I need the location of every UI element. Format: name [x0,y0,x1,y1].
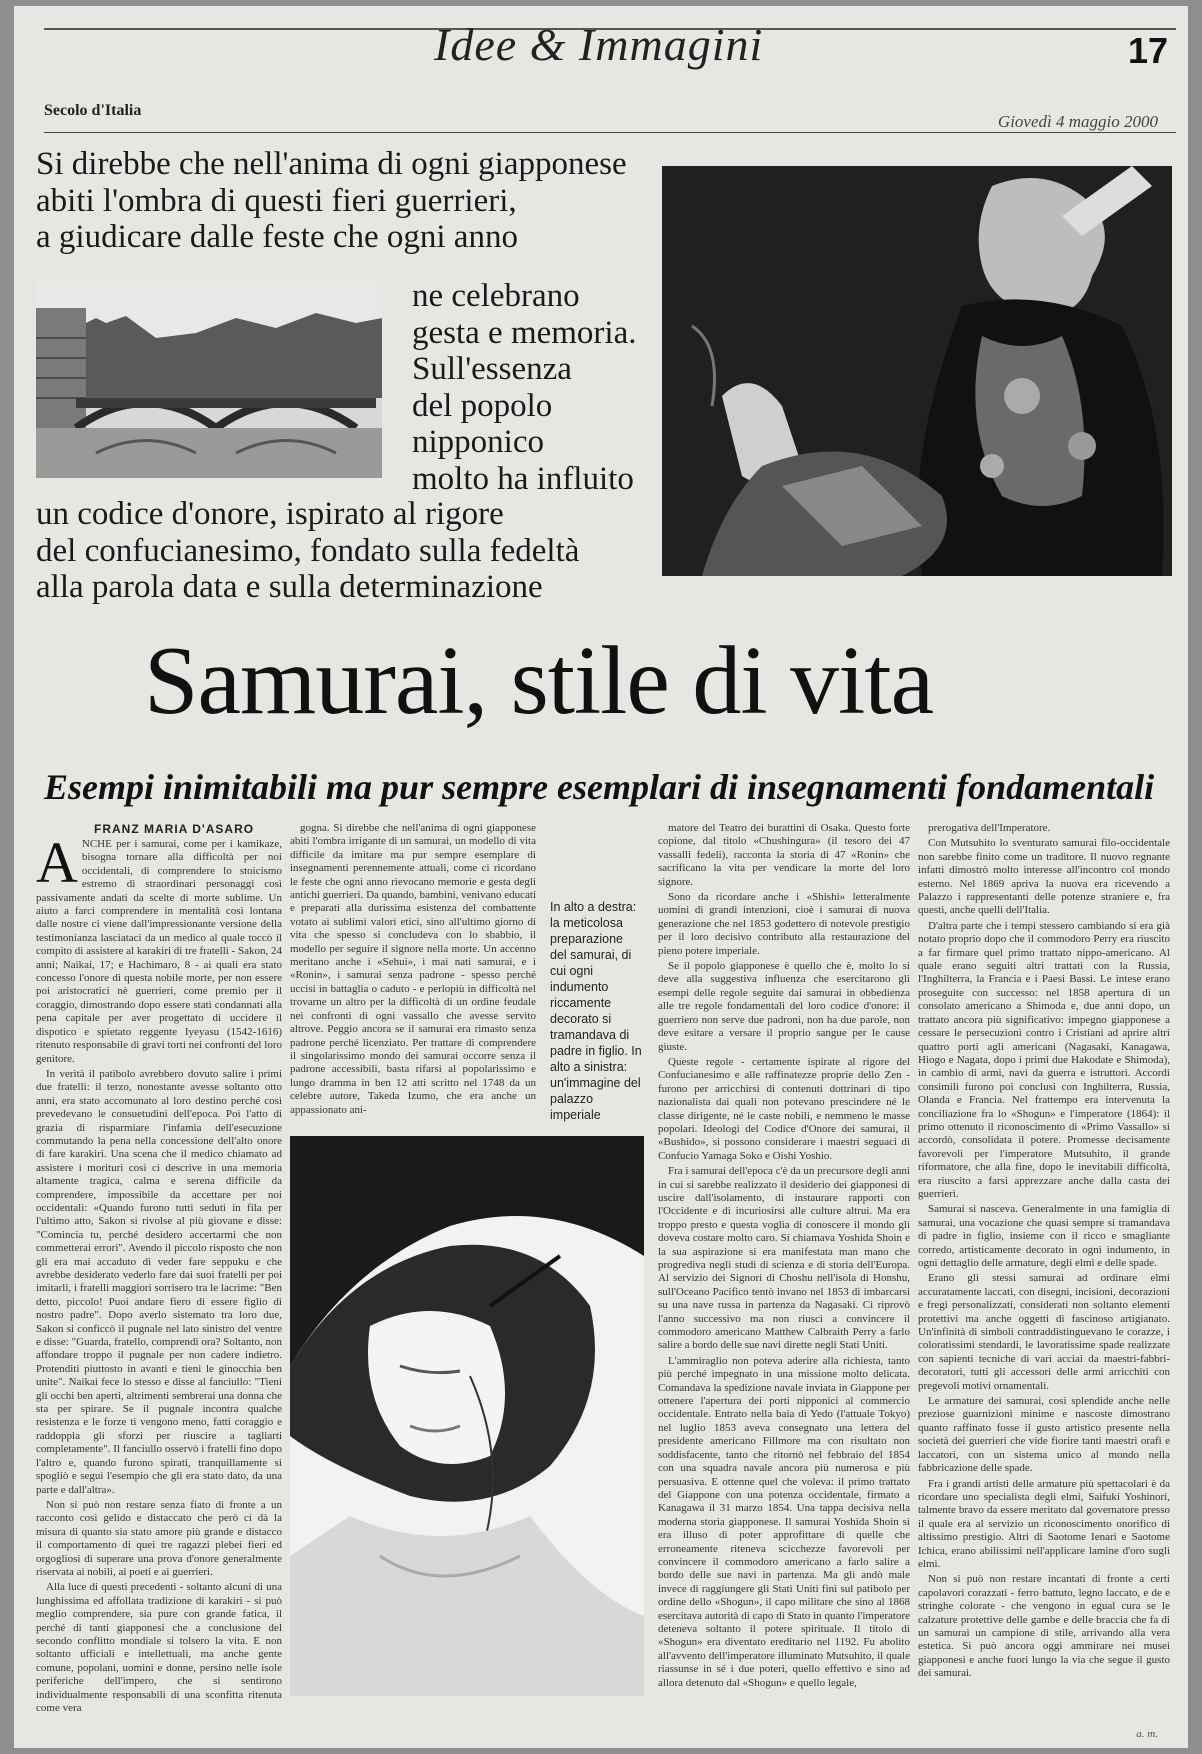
paragraph: prerogativa dell'Imperatore. [928,822,1051,834]
paragraph: Alla luce di questi precedenti - soltanto alcuni di una lunghissima ed affollata tradizione di karakiri - si può meglio comprendere, sia pure con grande fatica, il perché di tanti giapponesi che a conclusione del secondo conflitto mondiale si tolsero la vita. E non soltanto ufficiali e intellettuali, ma anche gente comune, popolani, uomini e donne, persino nelle isole periferiche dell'impero, che si sentirono individualmente responsabili di una sconfitta ritenuta come vera [36,1581,282,1714]
issue-date: Giovedì 4 maggio 2000 [997,112,1158,131]
paragraph: Non si può non restare senza fiato di fronte a un racconto così gelido e distaccato che però ci dà la misura di quanto sia stato amore più grande e distacco il comportamento di quei tre ragazzi plebei fieri ed orgogliosi di superare una prova d'onore generalmente riservata ai nobili, ai poeti e ai guerrieri. [36,1498,282,1578]
paragraph: matore del Teatro dei burattini di Osaka. Questo forte copione, dal titolo «Chushingura» (il tesoro dei 47 vassalli fedeli), racconta la storia di 47 «Ronin» che sacrificano la vita per vendicare la morte del loro signore. [658,822,910,888]
geisha-photo [290,1136,644,1696]
lead-line: abiti l'ombra di questi fieri guerrieri, [36,182,517,219]
lead-line: nipponico [412,424,544,460]
article-column-3 [658,822,910,1740]
article-column-2 [290,822,536,1116]
headline: Samurai, stile di vita [144,627,934,735]
paragraph: D'altra parte che i tempi stessero cambiando si era già notato proprio dopo che il commodoro Perry era riuscito a far firmare quel primo trattato nippo-americano. Al quale erano seguiti altri trattati con la Russia, l'Inghilterra, la Francia e i Paesi Bassi. Le intese erano proseguite con successo: nel 1858 apertura di un consolato americano a Shimoda e, due anni dopo, un trattato ancora più significativo: impegno giapponese a cessare le persecuzioni contro i Cristiani ad aprire altri quattro porti agli americani (Nagasaki, Kanagawa, Hiogo e Nagata, dopo i primi due Hakodate e Shimoda), in cambio di armi, navi da guerra e istruttori. Accordi consimili furono poi conclusi con Inghilterra, Russia, Olanda e Francia. Nel frattempo era intervenuta la conciliazione fra lo «Shogun» e l'imperatore (1864): il primo ottenuto il riconoscimento di «Primo Vassallo» si accordò, consolidata il potere. Promesse decisamente favorevoli per l'imperatore Mutsuhito, il grande riformatore, che alla fine, dopo le inevitabili difficoltà, era riuscito a farsi apprezzare anche dalla casta dei guerrieri. [918,919,1170,1200]
page-number: 17 [1127,30,1168,71]
lead-line: Sull'essenza [412,351,572,387]
imperial-palace-photo [36,278,382,478]
lead-line: ne celebrano [412,278,580,314]
paragraph: Non si può non restare incantati di fronte a certi capolavori corazzati - ferro battuto, legno laccato, e de e stringhe colorate - che vengono in egual cura se le calzature protettive delle gambe e delle braccia che fa di un samurai un campione di stile, arrivando alla vera estetica. Si può ancora oggi ammirare nei musei giapponesi e anche fuori lungo la via che segue il gusto dei samurai. [918,1573,1170,1680]
paragraph: Fra i samurai dell'epoca c'è da un precursore degli anni in cui si sarebbe realizzato il desiderio dei giapponesi di uscire dall'isolamento, di instaurare rapporti con l'Occidente e di incuriosirsi alle culture altrui. Ma era troppo presto e questa voglia di conoscere il mondo gli doveva costare molto caro. Si chiamava Yoshida Shoin e la sua aspirazione si era manifestata man mano che progrediva negli studi di scienza e di storia dell'Europa. Al servizio dei Signori di Choshu nell'isola di Honshu, sull'Oceano Pacifico tentò invano nel 1853 di imbarcarsi su una nave russa in partenza da Nagasaki. Ci riprovò l'anno successivo ma non riuscì a convincere il commodoro americano Matthew Calbraith Perry a farlo salire a bordo delle sue navi dirette negli Stati Uniti. [658,1165,910,1352]
lead-line: Si direbbe che nell'anima di ogni giapponese [36,146,627,182]
drop-cap: A [36,830,78,895]
article-column-4 [918,822,1170,1722]
article-column-1 [36,830,282,1740]
lead-line: molto ha influito [412,460,634,497]
paragraph: Con Mutsuhito lo sventurato samurai filo-occidentale non sarebbe finito come un traditore. Il nuovo regnante infatti dimostrò molto interesse all'incontro col mondo esterno. Nel 1869 apriva la nuova era ricevendo a Palazzo i rappresentanti delle potenze straniere e, fra questi, anche quelli dell'Italia. [918,837,1170,917]
paragraph: Sono da ricordare anche i «Shishi» letteralmente uomini di grandi intenzioni, cioè i samurai di nuova generazione che nel 1853 godettero di notevole prestigio per il loro decisivo contributo alla restaurazione del pieno potere imperiale. [658,891,910,957]
lead-top [36,146,636,256]
paragraph: L'ammiraglio non poteva aderire alla richiesta, tanto più perché impegnato in una missione molto delicata. Comandava la spedizione navale inviata in Giappone per ottenere l'apertura dei porti nipponici al commercio occidentale. Entrato nella baia di Yedo (l'attuale Tokyo) nel luglio 1853 aveva consegnato una lettera del presidente americano Fillmore ma con risultato non soddisfacente, tanto che ritornò nel febbraio del 1854 con una squadra navale ancora più numerosa e più persuasiva. E ottenne quel che voleva: il primo trattato del Giappone con una potenza occidentale, firmato a Kanagawa il 31 marzo 1854. Una tappa decisiva nella moderna storia giapponese. Il samurai Yoshida Shoin si era illuso di poter approfittare di quelle che erroneamente riteneva scicchezze favorevoli per convincere il commodoro americano a farlo salire a bordo delle sue navi in partenza. Ma gli andò male invece di raggiungere gli Stati Uniti finì sul patibolo per ordine dello «Shogun», il capo militare che sino al 1868 esercitava autorità di capo di Stato in quanto l'imperatore deteneva soltanto il potere spirituale. Il titolo di «Shogun» era diventato ereditario nel 1192. Fu abolito all'avvento dell'imperatore illuminato Mutsuhito, il quale riassunse in sé i due poteri, quello effettivo e sino ad allora detenuto dal «Shogun» e quello legale, [658,1354,910,1689]
paragraph: NCHE per i samurai, come per i kamikaze, bisogna tornare alla difficoltà per noi occidentali, di comprendere lo stoicismo estremo di straordinari personaggi così passivamente andati da scelte di morte sublime. Un aiuto a farci comprendere in mentalità così lontana dalle nostre ci viene dall'impressionante versione della testimonianza lasciataci da un medico al quale toccò il compito di assistere al karakiri di tre fratelli - Sakon, 24 anni; Naikai, 17; e Hachimaro, 8 - ai quali era stato concesso l'onore di questa nobile morte, per non essere poi aristocratici nè guerrieri, come premio per il coraggio, dimostrando dopo essere stati condannati alla pena capitale per aver progettato di uccidere il dispotico e spietato reggente Iyeyasu (1542-1616) ritenuto responsabile di gravi torti nei confronti del loro genitore. [36,838,282,1065]
paragraph: Samurai si nasceva. Generalmente in una famiglia di samurai, una vocazione che quasi sempre si tramandava di padre in figlio, insieme con il ricco e smagliante corredo, artisticamente decorato in ogni indumento, in ogni dettaglio delle armature, degli elmi e delle spade. [918,1203,1170,1269]
masthead: Secolo d'Italia [44,102,142,119]
lead-right [412,278,652,497]
author-initials: a. m. [1136,1728,1158,1740]
samurai-performer-photo [662,166,1172,576]
lead-bottom [36,496,636,606]
lead-line: del popolo [412,387,553,424]
lead-line: del confucianesimo, fondato sulla fedeltà [36,532,580,569]
section-title: Idee & Immagini [434,19,764,70]
paragraph: Erano gli stessi samurai ad ordinare elmi accuratamente laccati, con disegni, incisioni, decorazioni e fregi personalizzati, considerati non soltanto elementi protettivi ma anche oggetti di fascinoso artigianato. Un'infinità di simboli contraddistinguevano le corazze, i coloratissimi stendardi, le lavoratissime spade realizzate con sapienti tecniche di vari acciai da maestri-fabbri-decoratori, tutti gli accessori delle armi arricchiti con pregevoli motivi ornamentali. [918,1272,1170,1392]
paragraph: Se il popolo giapponese è quello che è, molto lo si deve alla suggestiva influenza che esercitarono gli esempi delle regole seguite dai samurai in obbedienza alle tre regole fondamentali del loro codice d'onore: il guerriero non serve due padroni, non ha due parole, non deve esitare a versare il proprio sangue per le cause giuste. [658,960,910,1053]
paragraph: In verità il patibolo avrebbero dovuto salire i primi due fratelli: il terzo, nonostante avesse soltanto otto anni, era stato accomunato al loro destino perché così prevedevano le consuetudini dell'epoca. Poi l'atto di grazia di risparmiare l'infamia dell'esecuzione commutando la pena nella concessione dell'alto onore di fare karakiri. Una scena che il medico chiamato ad assistere i morituri così ci descrive in una memoria altamente tragica, calma e serena difficile da comprendere, impossibile da accettare per noi occidentali: «Quando furono tutti seduti in fila per l'ultimo atto, Sakon si rivolse al più giovane e disse: "Comincia tu, perché desidero accertarmi che non commetterai errori". Avendo il piccolo risposto che non gli era mai accaduto di veder fare seppuku e che avrebbe desiderato vederlo fare dai suoi fratelli per poi imitarli, i fratelli maggiori sorrisero tra le lacrime: "Ben detto, piccolo! Puoi andare fiero di essere figlio di nostro padre". Dopo averlo sistemato tra loro due, Sakon si conficcò il pugnale nel lato sinistro del ventre e disse: "Guarda, fratello, comprendi ora? Soltanto, non affondare troppo il pugnale per non cadere indietro. Protenditi piuttosto in avanti e tieni le ginocchia ben unite". Naikai fece lo stesso e disse al fanciullo: "Tieni gli occhi ben aperti, altrimenti sembrerai una donna che sta per spirare. Se il pugnale incontra qualche resistenza e le forze ti vengono meno, fatti coraggio e raddoppia gli sforzi per riuscire a tagliarti completamente". Il fanciullo osservò i fratelli fino dopo l'altro e, quando furono spirati, tranquillamente si spogliò e seguì l'esempio che gli era stato dato, da una parte e dall'altra». [36,1067,282,1496]
lead-line: alla parola data e sulla determinazione [36,569,543,605]
subtitle: Esempi inimitabili ma pur sempre esemplari di insegnamenti fondamentali [44,767,1155,807]
photo-caption: In alto a destra: la meticolosa preparazione del samurai, di cui ogni indumento riccamente decorato si tramandava di padre in figlio. In alto a sinistra: un'immagine del palazzo imperiale [550,900,642,1122]
lead-line: un codice d'onore, ispirato al rigore [36,496,504,532]
paragraph: Fra i grandi artisti delle armature più spettacolari è da ricordare uno specialista degli elmi, Saifuki Yoshinori, talmente bravo da essere meritato dal governatore presso il quale era al servizio un riconoscimento onorifico di altissimo prestigio. Altri di Saotome Ienari e Saotome Ichica, erano abilissimi nell'applicare lamine d'oro sugli elmi. [918,1477,1170,1570]
paragraph: gogna. Si direbbe che nell'anima di ogni giapponese abiti l'ombra irrigante di un samurai, un modello di vita difficile da imitare ma pur sempre esemplare di insegnamenti perennemente attuali, come ci ricordano le feste che ogni anno rievocano memorie e gesta degli antichi guerrieri. Da quando, bambini, venivano educati e preparati alla durissima esistenza del combattente votato ai sublimi valori etici, sino all'ultimo giorno di vita che spesso si concludeva con lo sbabbio, il modello per seguire il signore nella morte. Un accenno meritano anche i «Sehui», i mai nati samurai, e i «Ronin», i samurai senza padrone - spesso perché uccisi in battaglia o caduto - e perlopiù in difficoltà nel trovarne un altro per la difficoltà di un ordine feudale nei confronti di ogni vassallo che avesse servito altrove. Peggio ancora se il samurai era rimasto senza padrone perché licenziato. Per trattare di comprendere il singolarissimo mondo dei samurai occorre senza il padrone accessibili, basta rifarsi al popolarissimo e lungo dramma in ben 12 atti scritto nel 1748 da un celebre autore, Takeda Izumo, che era anche un appassionato ani- [290,822,536,1116]
lead-line: gesta e memoria. [412,314,637,351]
byline: FRANZ MARIA D'ASARO [94,822,255,836]
newspaper-page [14,6,1188,1748]
lead-line: a giudicare dalle feste che ogni anno [36,219,518,255]
masthead-rule [44,132,1176,133]
paragraph: Le armature dei samurai, così splendide anche nelle preziose guarnizioni minime e nascoste dimostrano quanto raffinato fosse il gusto artistico presente nella società dei guerrieri che vide fiorire tanti maestri orafi e laccatori, con un sistema unico al mondo nella fabbricazione delle spade. [918,1395,1170,1475]
paragraph: Queste regole - certamente ispirate al rigore del Confucianesimo e alle raffinatezze proprie dello Zen - furono per arricchirsi di contenuti dottrinari di tipo nazionalista dai quali non potevano prescindere né le classe dirigente, né le caste nobili, e nemmeno le masse popolari. Ideologi del Codice d'Onore dei samurai, il «Bushido», si possono considerare i maestri seguaci di Confucio Yamaga Soko e Oishi Yoshio. [658,1055,910,1162]
